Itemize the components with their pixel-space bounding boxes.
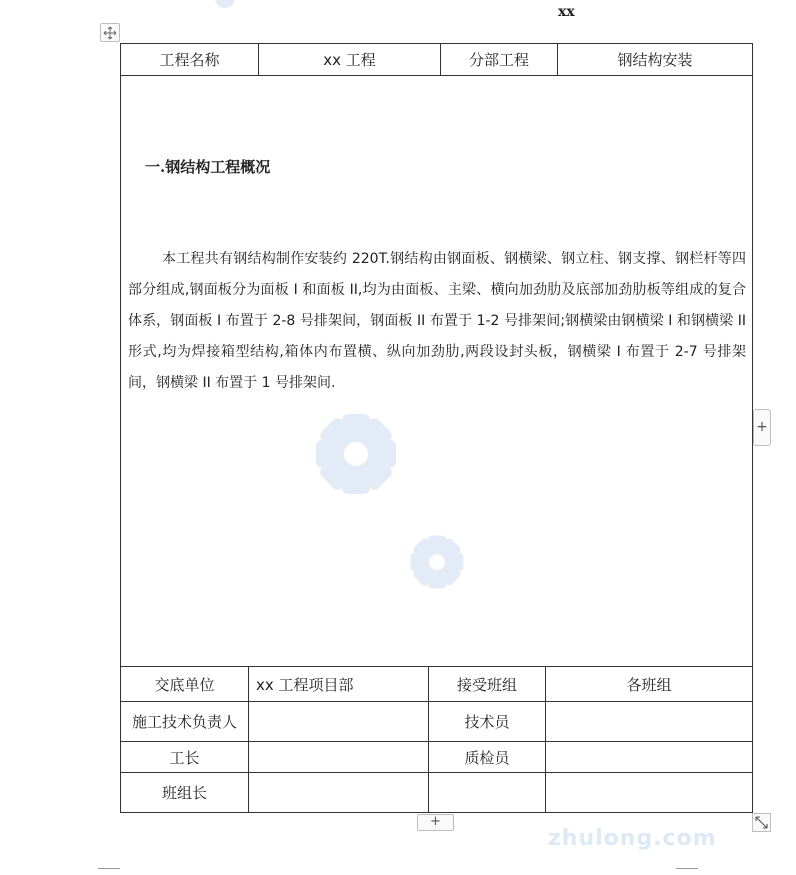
sign-value[interactable]	[249, 702, 429, 742]
sign-value[interactable]	[546, 702, 753, 742]
sign-label: 施工技术负责人	[121, 702, 249, 742]
page-corner-mark	[676, 868, 698, 875]
sign-label: 技术员	[429, 702, 546, 742]
watermark-text: zhulong.com	[548, 826, 717, 851]
sign-value[interactable]: 各班组	[546, 667, 753, 702]
watermark-flower-icon	[205, 0, 245, 12]
move-arrows-icon	[103, 26, 117, 40]
sign-value[interactable]	[546, 742, 753, 773]
sign-label: 工长	[121, 742, 249, 773]
project-name-label: 工程名称	[121, 44, 259, 76]
sign-value[interactable]	[249, 742, 429, 773]
project-name-value[interactable]: xx 工程	[259, 44, 441, 76]
section-title: 一.钢结构工程概况	[145, 158, 271, 176]
add-column-button[interactable]: +	[753, 409, 771, 446]
sign-label: 接受班组	[429, 667, 546, 702]
add-row-button[interactable]: +	[417, 814, 454, 831]
table-resize-handle[interactable]	[752, 813, 771, 832]
overview-paragraph: 本工程共有钢结构制作安装约 220T.钢结构由钢面板、钢横梁、钢立柱、钢支撑、钢栏杆等四部分组成,钢面板分为面板 I 和面板 II,均为由面板、主梁、横向加劲肋及底部加劲肋板等组成的复合体系，钢面板 I 布置于 2-8 号排架间，钢面板 II 布置于 1-2 号排架间;钢横梁由钢横梁 I 和钢横梁 II 形式,均为焊接箱型结构,箱体内布置横、纵向加劲肋,两段设封头板，钢横梁 I 布置于 2-7 号排架间，钢横梁 II 布置于 1 号排架间.	[128, 251, 746, 391]
page-corner-mark	[98, 868, 120, 875]
table-move-handle[interactable]	[100, 23, 120, 42]
subdivision-value[interactable]: 钢结构安装	[558, 44, 753, 76]
sign-value[interactable]: xx 工程项目部	[249, 667, 429, 702]
sign-label: 质检员	[429, 742, 546, 773]
sign-label: 交底单位	[121, 667, 249, 702]
disclosure-table	[120, 43, 753, 813]
sign-value[interactable]	[546, 773, 753, 813]
header-mark: xx	[558, 4, 575, 20]
subdivision-label: 分部工程	[441, 44, 558, 76]
content-cell[interactable]	[121, 76, 753, 667]
resize-arrows-icon	[755, 816, 768, 829]
sign-label	[429, 773, 546, 813]
sign-label: 班组长	[121, 773, 249, 813]
sign-value[interactable]	[249, 773, 429, 813]
